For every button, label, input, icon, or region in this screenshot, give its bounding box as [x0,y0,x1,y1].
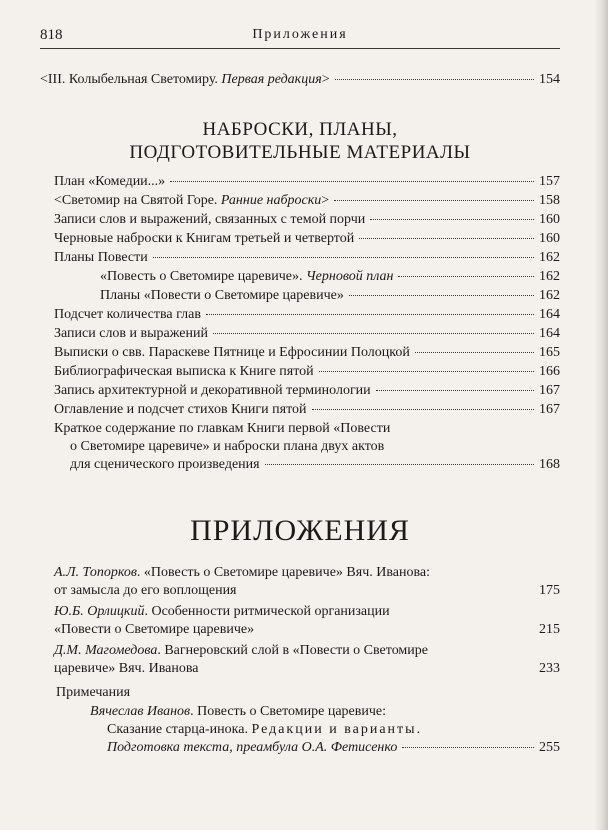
toc-entry [54,659,560,678]
toc-page-number: 164 [539,326,560,341]
dot-leader [349,294,534,296]
toc-page-number: 175 [539,583,560,598]
toc-entry [54,305,560,324]
toc-entry [107,738,560,757]
dot-leader [265,463,534,465]
toc-entry-title: <III. Колыбельная Светомиру. Первая редакция> [40,72,330,87]
toc-entry-title: Подсчет количества глав [54,307,201,322]
dot-leader [335,78,534,80]
toc-entry-title: от замысла до его воплощения [54,583,237,598]
toc-page-number: 162 [539,288,560,303]
section-title: ПРИЛОЖЕНИЯ [190,514,410,547]
toc-entry-title: Планы Повести [54,250,148,265]
toc-entry-line: Вячеслав Иванов. Повесть о Светомире царевиче: [90,704,387,719]
toc-page-number: 166 [539,364,560,379]
toc-entry [54,400,560,419]
toc-entry-title: План «Комедии...» [54,174,166,189]
dot-leader [170,180,534,182]
toc-page-number: 167 [539,383,560,398]
toc-entry [54,381,560,400]
toc-page-number: 233 [539,661,560,676]
toc-entry-line: А.Л. Топорков. «Повесть о Светомире царевиче» Вяч. Иванова: [54,565,431,580]
toc-entry-title: Планы «Повести о Светомире царевиче» [100,288,344,303]
dot-leader [402,746,534,748]
toc-entry-title: Запись архитектурной и декоративной терминологии [54,383,371,398]
toc-entry [40,70,560,89]
toc-entry [54,324,560,343]
notes-label: Примечания [56,685,131,700]
toc-page-number: 167 [539,402,560,417]
toc-page-number: 162 [539,269,560,284]
toc-entry [54,248,560,267]
dot-leader [398,275,534,277]
toc-page-number: 154 [539,72,560,87]
dot-leader [370,218,534,220]
toc-page-number: 157 [539,174,560,189]
dot-leader [376,389,534,391]
toc-entry-title: <Светомир на Святой Горе. Ранние наброски> [54,193,330,208]
toc-entry-line: о Светомире царевиче» и наброски плана двух актов [70,439,385,454]
dot-leader [415,351,534,353]
toc-entry [54,343,560,362]
toc-entry-title: «Повести о Светомире царевиче» [54,622,255,637]
dot-leader [312,408,535,410]
toc-entry [54,229,560,248]
toc-entry-title: Оглавление и подсчет стихов Книги пятой [54,402,307,417]
toc-entry [54,581,560,600]
dot-leader [206,313,534,315]
section-title-line2: ПОДГОТОВИТЕЛЬНЫЕ МАТЕРИАЛЫ [129,142,471,163]
toc-subentry [100,267,560,286]
dot-leader [359,237,534,239]
toc-page-number: 164 [539,307,560,322]
toc-page-number: 168 [539,457,560,472]
toc-page-number: 165 [539,345,560,360]
toc-entry-title: Библиографическая выписка к Книге пятой [54,364,314,379]
toc-page-number: 162 [539,250,560,265]
running-head [40,24,560,49]
toc-page-number: 158 [539,193,560,208]
toc-page-number: 215 [539,622,560,637]
toc-entry [54,210,560,229]
toc-entry-line: Сказание старца-инока. Редакции и варианты. [107,722,423,737]
dot-leader [203,667,534,669]
toc-entry-title: Подготовка текста, преамбула О.А. Фетисенко [107,740,398,755]
toc-entry-title: Записи слов и выражений [54,326,208,341]
toc-page-number: 160 [539,212,560,227]
toc-entry-line: Ю.Б. Орлицкий. Особенности ритмической организации [54,604,390,619]
toc-entry-title: «Повесть о Светомире царевиче». Черновой план [100,269,394,284]
dot-leader [259,628,534,630]
toc-entry [54,362,560,381]
toc-entry-title: Выписки о свв. Параскеве Пятнице и Ефросинии Полоцкой [54,345,410,360]
toc-page-number: 160 [539,231,560,246]
toc-entry [70,455,560,474]
dot-leader [334,199,534,201]
section-title-line1: НАБРОСКИ, ПЛАНЫ, [202,119,398,140]
dot-leader [319,370,534,372]
toc-entry-line: Краткое содержание по главкам Книги первой «Повести [54,421,391,436]
page-edge-shadow [594,0,608,830]
page-number: 818 [40,27,63,43]
toc-subentry [100,286,560,305]
dot-leader [242,589,535,591]
toc-entry-line: Д.М. Магомедова. Вагнеровский слой в «Повести о Светомире [54,643,428,658]
toc-entry [54,172,560,191]
toc-entry-title: Записи слов и выражений, связанных с темой порчи [54,212,366,227]
toc-page-number: 255 [539,740,560,755]
toc-entry-title: царевиче» Вяч. Иванова [54,661,199,676]
dot-leader [213,332,534,334]
dot-leader [153,256,534,258]
toc-entry-title: для сценического произведения [70,457,260,472]
toc-entry [54,620,560,639]
toc-entry-title: Черновые наброски к Книгам третьей и четвертой [54,231,355,246]
running-title: Приложения [252,27,348,42]
toc-entry [54,191,560,210]
